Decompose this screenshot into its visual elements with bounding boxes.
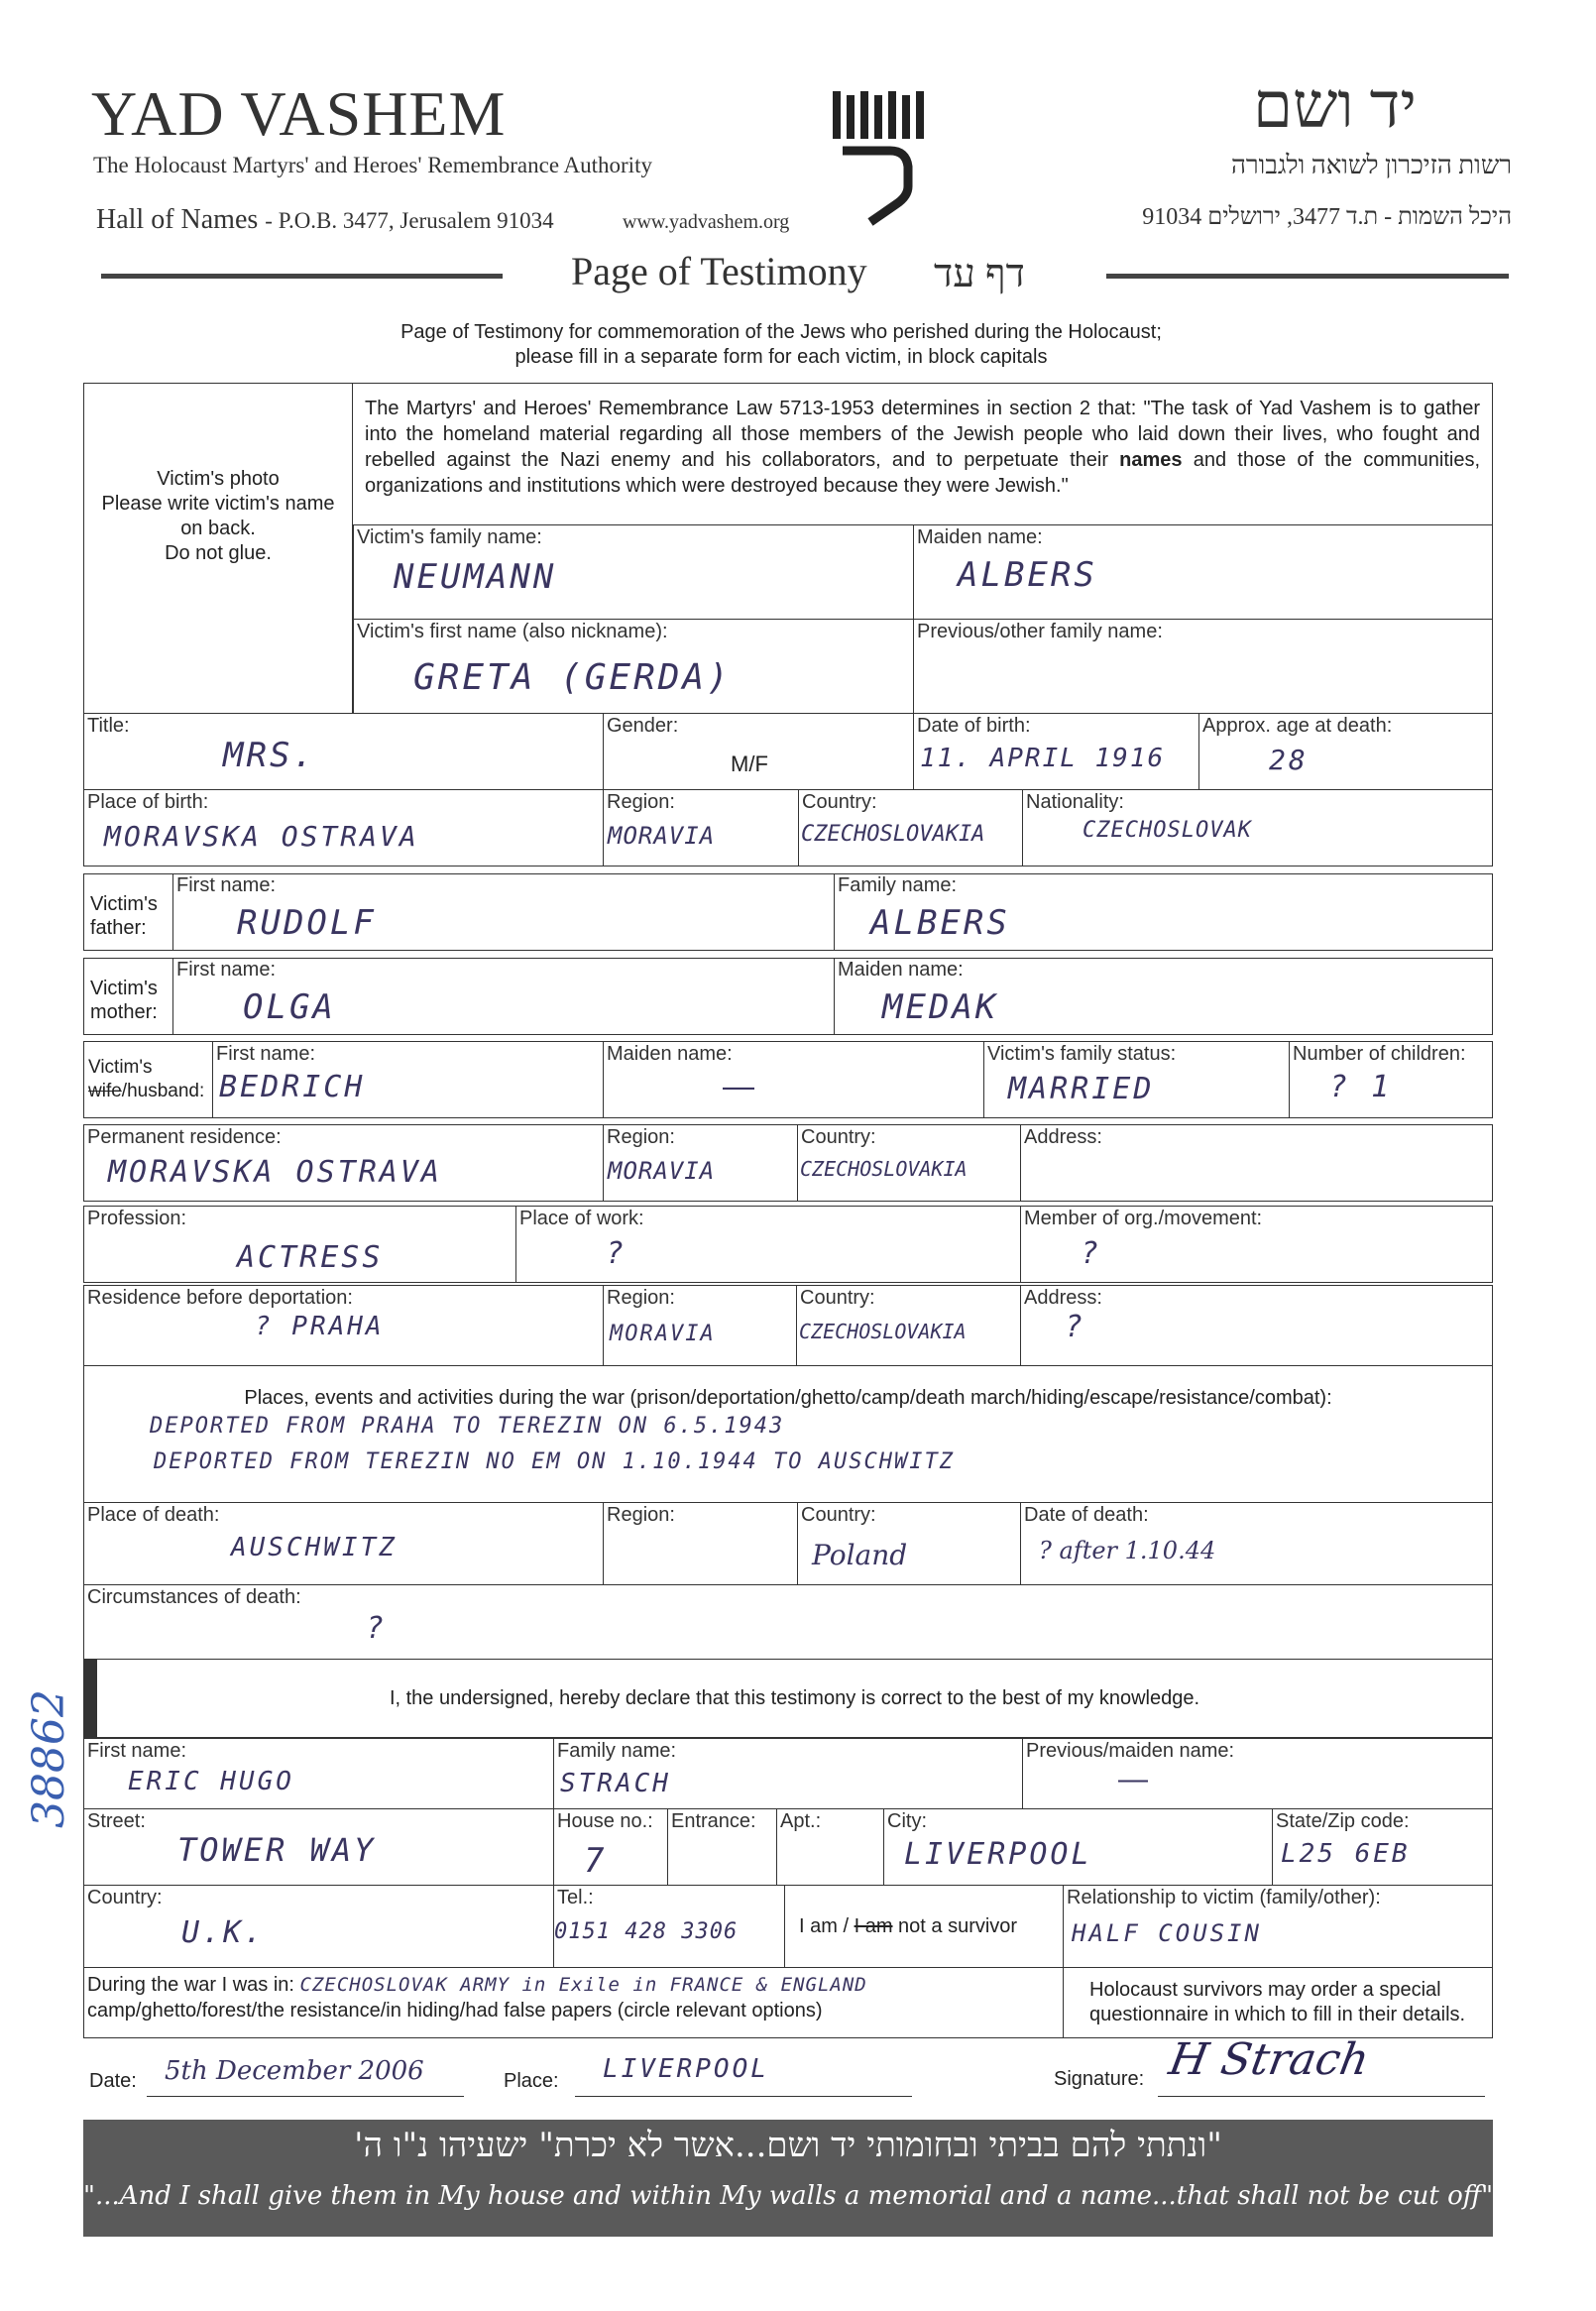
circumstances-value: ? [366,1611,388,1646]
document-number: 38862 [24,1689,74,1828]
victim-age-value: 28 [1269,744,1309,776]
place-of-work-label: Place of work: [519,1208,644,1229]
zip-cell[interactable] [1272,1808,1493,1886]
father-label-line1: Victim's [90,893,158,915]
death-country-value: Poland [812,1539,908,1571]
declaration-text: I, the undersigned, hereby declare that this testimony is correct to the best of my knowledge. [389,1687,1200,1709]
circumstances-label: Circumstances of death: [87,1586,301,1608]
victim-gender-cell[interactable] [603,713,914,790]
residence-region-value: MORAVIA [608,1157,716,1185]
mother-label-line1: Victim's [90,978,158,999]
hall-address: - P.O.B. 3477, Jerusalem 91034 [265,208,554,233]
victim-gender-label: Gender: [607,715,679,737]
house-number-value: 7 [584,1841,608,1881]
father-label [90,892,158,940]
survivor-cell[interactable] [784,1885,1064,1968]
children-label: Number of children: [1293,1043,1466,1065]
submitter-first-name-label: First name: [87,1740,187,1762]
submitter-family-name-cell[interactable] [553,1738,1023,1809]
victim-previous-name-label: Previous/other family name: [917,621,1163,642]
org-subtitle: The Holocaust Martyrs' and Heroes' Remembrance Authority [93,153,652,177]
victim-family-name-value: NEUMANN [394,557,557,597]
survivor-text [799,1915,1017,1938]
law-text-box [353,383,1493,525]
signature-value: H Strach [1165,2034,1373,2085]
residence-address-label: Address: [1024,1126,1102,1148]
spouse-label-husband: /husband: [121,1081,205,1101]
hall-of-names [96,204,554,236]
member-org-label: Member of org./movement: [1024,1208,1263,1229]
deportation-residence-label: Residence before deportation: [87,1287,353,1309]
street-label: Street: [87,1810,146,1832]
spouse-label [88,1056,204,1103]
apt-cell[interactable] [776,1808,884,1886]
form-title-hebrew: דף עד [934,251,1025,295]
father-family-name-label: Family name: [838,874,958,896]
survivors-note-line2: questionnaire in which to fill in their details. [1089,2004,1466,2025]
entrance-cell[interactable] [667,1808,777,1886]
website: www.yadvashem.org [623,211,790,233]
place-of-death-cell[interactable] [83,1502,604,1585]
apt-label: Apt.: [780,1810,822,1832]
war-events-line1: DEPORTED FROM PRAHA TO TEREZIN ON 6.5.1943 [150,1414,785,1439]
submitter-first-name-cell[interactable] [83,1738,554,1809]
relationship-label: Relationship to victim (family/other): [1067,1887,1381,1908]
residence-address-cell[interactable] [1020,1124,1493,1202]
birth-country-cell[interactable] [798,789,1023,867]
family-status-label: Victim's family status: [987,1043,1177,1065]
victim-family-name-label: Victim's family name: [357,526,542,548]
permanent-residence-value: MORAVSKA OSTRAVA [108,1155,442,1190]
title-rule-right [1106,274,1509,279]
victim-title-label: Title: [87,715,130,737]
relationship-cell[interactable] [1063,1885,1493,1968]
place-of-death-value: AUSCHWITZ [231,1533,398,1562]
circumstances-cell[interactable] [83,1584,1493,1660]
profession-cell[interactable] [83,1206,516,1283]
survivor-part1: I am / [799,1915,855,1937]
place-of-birth-label: Place of birth: [87,791,209,813]
victim-first-name-cell[interactable] [353,619,914,714]
law-text [365,396,1480,499]
form-title: Page of Testimony [571,249,867,293]
deportation-address-cell[interactable] [1020,1285,1493,1366]
victim-age-label: Approx. age at death: [1202,715,1393,737]
footer-date-label: Date: [89,2070,137,2092]
photo-line1: Victim's photo [157,468,280,490]
zip-label: State/Zip code: [1276,1810,1410,1832]
instructions-line2: please fill in a separate form for each victim, in block capitals [514,346,1048,368]
zip-value: L25 6EB [1281,1839,1411,1869]
profession-value: ACTRESS [237,1240,384,1275]
spouse-maiden-name-label: Maiden name: [607,1043,733,1065]
member-org-cell[interactable] [1020,1206,1493,1283]
english-quote: "...And I shall give them in My house and within My walls a memorial and a name...that shall not be cut off" [83,2181,1494,2211]
tel-value: 0151 428 3306 [554,1919,739,1944]
quote-source: Isaiah 56:5 [1501,2189,1596,2209]
nationality-cell[interactable] [1022,789,1493,867]
victim-age-cell[interactable] [1198,713,1493,790]
war-events-line2: DEPORTED FROM TEREZIN NO EM ON 1.10.1944 TO AUSCHWITZ [154,1449,955,1474]
submitter-war-label2: camp/ghetto/forest/the resistance/in hiding/had false papers (circle relevant options) [87,2000,823,2022]
yad-vashem-logo [831,87,930,226]
declaration-band [83,1659,1493,1738]
survivors-note-cell [1063,1967,1493,2038]
photo-line4: Do not glue. [165,542,272,564]
city-cell[interactable] [883,1808,1273,1886]
spouse-maiden-name-value: — [723,1068,754,1103]
residence-country-label: Country: [801,1126,876,1148]
victim-first-name-label: Victim's first name (also nickname): [357,621,668,642]
submitter-family-name-value: STRACH [560,1769,671,1798]
member-org-value: ? [1081,1236,1102,1271]
footer-date-line [147,2096,464,2097]
submitter-war-value: CZECHOSLOVAK ARMY in Exile in FRANCE & ENGLAND [299,1974,867,1996]
law-text-part1: The Martyrs' and Heroes' Remembrance Law 5713-1953 determines in section 2 that: "The task of Yad Vashem is to gather into the homeland material regarding all those members of the Jewish people who laid down their lives, who fought and rebelled against the Nazi enemy and his collaborators, and to perpetuate their [365,398,1480,471]
father-first-name-value: RUDOLF [237,903,377,943]
profession-label: Profession: [87,1208,187,1229]
house-number-cell[interactable] [553,1808,668,1886]
family-status-value: MARRIED [1008,1072,1155,1106]
birth-country-value: CZECHOSLOVAKIA [801,822,985,847]
city-label: City: [887,1810,927,1832]
deportation-region-value: MORAVIA [610,1322,716,1346]
submitter-country-value: U.K. [181,1915,266,1950]
deportation-address-value: ? [1065,1310,1086,1344]
submitter-first-name-value: ERIC HUGO [128,1767,294,1796]
mother-first-name-label: First name: [176,959,277,981]
death-country-cell[interactable] [797,1502,1021,1585]
street-cell[interactable] [83,1808,554,1886]
permanent-residence-cell[interactable] [83,1124,604,1202]
permanent-residence-label: Permanent residence: [87,1126,282,1148]
residence-region-label: Region: [607,1126,675,1148]
victim-maiden-name-label: Maiden name: [917,526,1043,548]
hebrew-name: יד ושם [1253,70,1418,141]
photo-instructions [84,467,352,566]
victim-dob-cell[interactable] [913,713,1199,790]
residence-country-value: CZECHOSLOVAKIA [800,1157,968,1181]
victim-family-name-cell[interactable] [353,524,914,620]
footer-date-value: 5th December 2006 [165,2056,424,2086]
spouse-first-name-label: First name: [216,1043,316,1065]
tel-cell[interactable] [553,1885,785,1968]
spouse-first-name-cell[interactable] [212,1041,604,1118]
birth-region-cell[interactable] [603,789,799,867]
submitter-previous-name-cell[interactable] [1022,1738,1493,1809]
deportation-country-label: Country: [800,1287,875,1309]
english-quote-row [83,2181,1596,2211]
victim-title-value: MRS. [223,736,316,775]
deportation-region-label: Region: [607,1287,675,1309]
survivors-note [1089,1978,1465,2027]
hebrew-quote: "ונתתי להם בביתי ובחומותי יד ושם...אשר לא יכרת" ישעיהו נ"ו ה' [354,2126,1222,2165]
law-text-bold: names [1119,449,1183,471]
deportation-region-cell[interactable] [603,1285,797,1366]
spouse-label-line1: Victim's [88,1057,153,1078]
entrance-label: Entrance: [671,1810,756,1832]
deportation-country-value: CZECHOSLOVAKIA [799,1320,967,1343]
law-text-part2: and those of the communities, organizations and institutions which were destroyed because they were Jewish." [365,449,1481,497]
submitter-country-label: Country: [87,1887,163,1908]
place-of-work-value: ? [606,1236,627,1271]
mother-first-name-cell[interactable] [172,958,835,1035]
photo-line3: on back. [180,518,256,539]
death-date-cell[interactable] [1020,1502,1493,1585]
spouse-label-cell [83,1041,213,1118]
residence-country-cell[interactable] [797,1124,1021,1202]
tel-label: Tel.: [557,1887,594,1908]
deportation-country-cell[interactable] [796,1285,1021,1366]
instructions-line1: Page of Testimony for commemoration of the Jews who perished during the Holocaust; [400,321,1162,343]
street-value: TOWER WAY [177,1831,377,1869]
father-first-name-label: First name: [176,874,277,896]
death-date-value: ? after 1.10.44 [1039,1537,1216,1564]
submitter-country-cell[interactable] [83,1885,554,1968]
father-family-name-value: ALBERS [870,903,1010,943]
birth-region-label: Region: [607,791,675,813]
place-of-work-cell[interactable] [515,1206,1021,1283]
father-label-line2: father: [90,917,147,939]
children-cell[interactable] [1289,1041,1493,1118]
spouse-first-name-value: BEDRICH [219,1070,366,1104]
house-number-label: House no.: [557,1810,653,1832]
survivors-note-line1: Holocaust survivors may order a special [1089,1979,1441,2001]
residence-region-cell[interactable] [603,1124,798,1202]
father-first-name-cell[interactable] [172,873,835,951]
victim-dob-value: 11. APRIL 1916 [920,744,1166,773]
submitter-war-cell[interactable] [83,1967,1064,2038]
death-region-cell[interactable] [603,1502,798,1585]
relationship-value: HALF COUSIN [1072,1919,1262,1947]
footer-place-label: Place: [504,2070,559,2092]
photo-line2: Please write victim's name [101,493,335,515]
war-events-label: Places, events and activities during the war (prison/deportation/ghetto/camp/death march/hiding/escape/resistance/combat): [244,1387,1332,1409]
mother-label-line2: mother: [90,1001,158,1023]
hebrew-subtitle: רשות הזיכרון לשואה ולגבורה [1230,151,1512,179]
title-rule-left [101,274,503,279]
death-region-label: Region: [607,1504,675,1526]
mother-first-name-value: OLGA [243,987,336,1027]
signature-label: Signature: [1054,2068,1145,2090]
war-events-cell[interactable] [83,1365,1493,1503]
survivor-part2: not a survivor [892,1915,1018,1937]
family-status-cell[interactable] [983,1041,1290,1118]
father-family-name-cell[interactable] [834,873,1493,951]
mother-maiden-name-value: MEDAK [882,987,999,1027]
victim-title-cell[interactable] [83,713,604,790]
place-of-death-label: Place of death: [87,1504,220,1526]
place-of-birth-cell[interactable] [83,789,604,867]
victim-first-name-value: GRETA (GERDA) [413,657,732,698]
victim-maiden-name-cell[interactable] [913,524,1493,620]
hebrew-address: היכל השמות - ת.ד 3477, ירושלים 91034 [1142,204,1512,230]
birth-region-value: MORAVIA [608,822,716,850]
submitter-previous-name-value: — [1118,1763,1148,1795]
footer-place-value: LIVERPOOL [603,2054,769,2084]
city-value: LIVERPOOL [904,1837,1092,1872]
victim-photo-box[interactable] [83,383,353,714]
nationality-value: CZECHOSLOVAK [1083,818,1252,843]
deportation-residence-cell[interactable] [83,1285,604,1366]
submitter-war-label: During the war I was in: [87,1974,294,1996]
deportation-address-label: Address: [1024,1287,1102,1309]
footer-place-line [575,2096,912,2097]
quote-banner [83,2120,1596,2237]
survivor-struck: I am [854,1915,893,1937]
nationality-label: Nationality: [1026,791,1124,813]
submitter-previous-name-label: Previous/maiden name: [1026,1740,1235,1762]
mother-label [90,977,158,1024]
hall-of-names-title: Hall of Names [96,204,259,235]
death-date-label: Date of death: [1024,1504,1149,1526]
submitter-family-name-label: Family name: [557,1740,677,1762]
death-country-label: Country: [801,1504,876,1526]
deportation-residence-value: ? PRAHA [255,1312,385,1341]
org-name: YAD VASHEM [91,78,507,149]
victim-previous-name-cell[interactable] [913,619,1493,714]
place-of-birth-value: MORAVSKA OSTRAVA [104,820,419,853]
submitter-war-line1 [87,1974,867,1997]
children-value: ? 1 [1329,1070,1393,1104]
victim-maiden-name-value: ALBERS [958,555,1097,595]
mother-maiden-name-cell[interactable] [834,958,1493,1035]
spouse-maiden-name-cell[interactable] [603,1041,984,1118]
mother-maiden-name-label: Maiden name: [838,959,964,981]
signature-line [1158,2096,1485,2097]
birth-country-label: Country: [802,791,877,813]
spouse-label-struck: wife [88,1081,122,1101]
spouse-label-line2 [88,1080,204,1103]
victim-gender-value: M/F [731,751,768,776]
victim-dob-label: Date of birth: [917,715,1031,737]
